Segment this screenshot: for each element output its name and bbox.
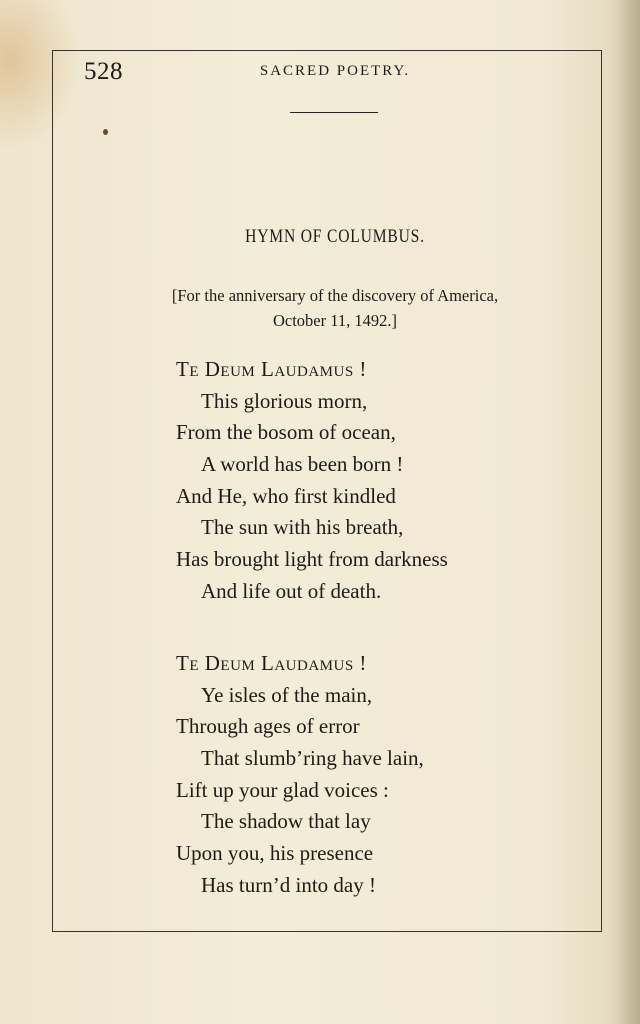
page-number: 528 [84,58,123,85]
poem-line: The sun with his breath, [201,515,404,540]
poem-line: This glorious morn, [201,388,368,413]
poem-line: Upon you, his presence [176,841,374,866]
poem-line: Has brought light from darkness [176,547,448,572]
poem-line: And life out of death. [201,578,382,603]
poem-line: Lift up your glad voices : [176,777,389,802]
poem-line: Te Deum Laudamus ! [176,357,367,381]
poem-line: And He, who first kindled [176,483,396,508]
subtitle-line: October 11, 1492.] [272,311,398,330]
stanza-1 [176,354,448,608]
poem-line: Through ages of error [176,714,360,739]
ink-spot [103,129,108,135]
poem-line: From the bosom of ocean, [176,420,396,445]
page-edge-shadow [616,0,640,1024]
poem-line: Te Deum Laudamus ! [176,651,367,675]
poem-subtitle [60,283,610,333]
running-head: SACRED POETRY. [259,63,411,79]
poem-line: The shadow that lay [201,809,371,834]
stanza-2 [176,648,424,902]
poem-line: Has turn’d into day ! [201,872,376,897]
poem-line: A world has been born ! [201,452,404,477]
subtitle-line: [For the anniversary of the discovery of America, [171,286,499,305]
poem-line: That slumb’ring have lain, [201,746,424,771]
poem-title: HYMN OF COLUMBUS. [245,226,425,247]
header-rule [290,112,378,113]
poem-line: Ye isles of the main, [201,682,373,707]
